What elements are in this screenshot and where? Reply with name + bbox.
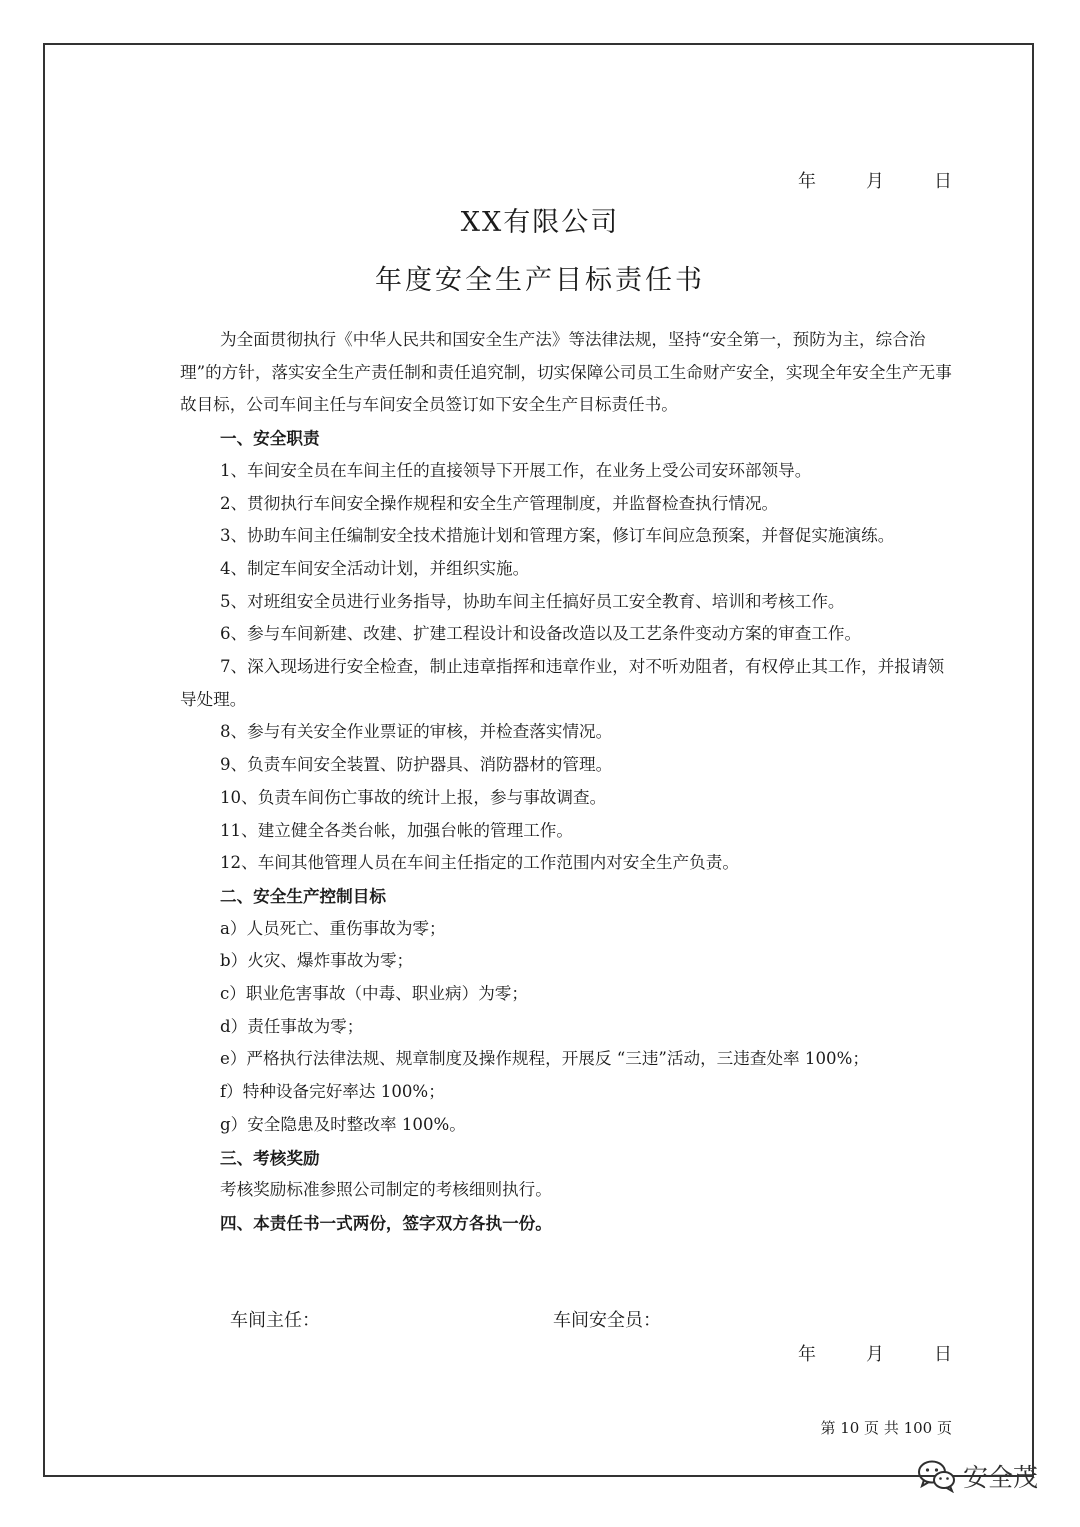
page-number: 第 10 页 共 100 页 [820,1419,952,1437]
list-item: b）火灾、爆炸事故为零； [220,951,414,971]
document-title: 年度安全生产目标责任书 [375,265,705,296]
top-date-line [798,167,952,193]
list-item: g）安全隐患及时整改率 100%。 [220,1114,466,1134]
list-item: 6、参与车间新建、改建、扩建工程设计和设备改造以及工艺条件变动方案的审查工作。 [220,624,862,644]
document-body [180,324,955,1240]
list-item: 9、负责车间安全装置、防护器具、消防器材的管理。 [220,755,613,775]
date-year: 年 [798,1344,816,1365]
section3-heading: 三、考核奖励 [220,1147,320,1168]
list-item: a）人员死亡、重伤事故为零； [220,918,446,938]
list-item: 11、建立健全各类台帐，加强台帐的管理工作。 [220,820,573,840]
safety-officer-signature-label: 车间安全员： [553,1310,661,1331]
director-signature-label: 车间主任： [230,1310,320,1331]
list-item: 10、负责车间伤亡事故的统计上报，参与事故调查。 [220,787,607,807]
list-item: f）特种设备完好率达 100%； [220,1082,445,1102]
date-year: 年 [798,171,816,192]
section1-heading: 一、安全职责 [220,428,320,449]
section2-heading: 二、安全生产控制目标 [220,885,386,906]
intro-paragraph: 为全面贯彻执行《中华人民共和国安全生产法》等法律法规，坚持“安全第一，预防为主，综合治理”的方针，落实安全生产责任制和责任追究制，切实保障公司员工生命财产安全，实现全年安全生产无事故目标，公司车间主任与车间安全员签订如下安全生产目标责任书。 [180,330,952,415]
list-item: c）职业危害事故（中毒、职业病）为零； [220,984,528,1004]
watermark [917,1458,1038,1494]
list-item: 3、协助车间主任编制安全技术措施计划和管理方案，修订车间应急预案，并督促实施演练。 [220,526,895,546]
list-item: 7、深入现场进行安全检查，制止违章指挥和违章作业，对不听劝阻者，有权停止其工作，并报请领导处理。 [180,657,945,709]
list-item: 5、对班组安全员进行业务指导，协助车间主任搞好员工安全教育、培训和考核工作。 [220,591,845,611]
list-item: e）严格执行法律法规、规章制度及操作规程，开展反 “三违”活动，三违查处率 100%； [220,1049,869,1069]
list-item: 4、制定车间安全活动计划，并组织实施。 [220,558,530,578]
date-month: 月 [866,1344,884,1365]
list-item: 12、车间其他管理人员在车间主任指定的工作范围内对安全生产负责。 [220,853,739,873]
list-item: 1、车间安全员在车间主任的直接领导下开展工作，在业务上受公司安环部领导。 [220,460,812,480]
list-item: 2、贯彻执行车间安全操作规程和安全生产管理制度，并监督检查执行情况。 [220,493,779,513]
list-item: 8、参与有关安全作业票证的审核，并检查落实情况。 [220,722,613,742]
bottom-date-line [798,1340,952,1366]
date-month: 月 [866,171,884,192]
section3-text: 考核奖励标准参照公司制定的考核细则执行。 [220,1180,552,1200]
watermark-text: 安全茂 [963,1463,1039,1492]
list-item: d）责任事故为零； [220,1016,364,1036]
wechat-icon [917,1459,957,1493]
section4-heading: 四、本责任书一式两份，签字双方各执一份。 [220,1212,552,1233]
date-day: 日 [934,171,952,192]
company-title: XX有限公司 [460,207,620,238]
date-day: 日 [934,1344,952,1365]
